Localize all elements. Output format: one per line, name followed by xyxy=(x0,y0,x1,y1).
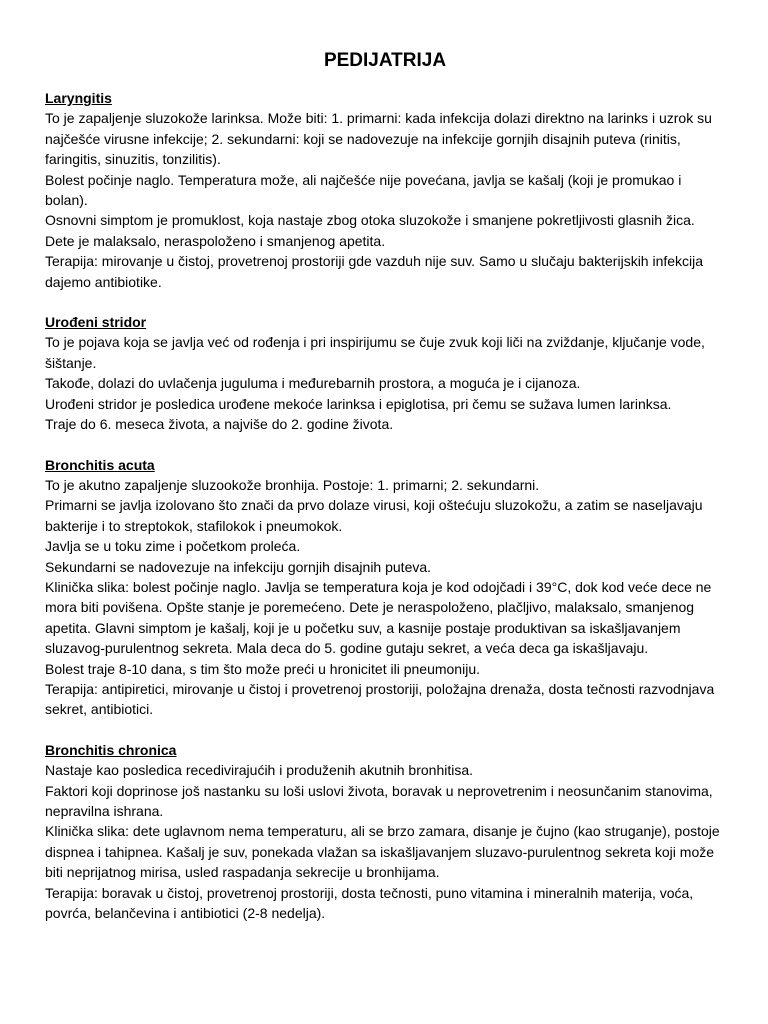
paragraph: Urođeni stridor je posledica urođene mekoće larinksa i epiglotisa, pri čemu se sužava lumen larinksa. xyxy=(45,395,672,412)
paragraph: Terapija: mirovanje u čistoj, provetrenoj prostoriji gde vazduh nije suv. Samo u slučaju bakterijskih infekcija dajemo antibiotike. xyxy=(45,253,704,290)
paragraph: Sekundarni se nadovezuje na infekciju gornjih disajnih puteva. xyxy=(45,558,432,575)
paragraph: Osnovni simptom je promuklost, koja nastaje zbog otoka sluzokože i smanjene pokretljivosti glasnih žica. xyxy=(45,212,695,229)
section-urodjeni-stridor xyxy=(45,312,725,434)
paragraph: Traje do 6. meseca života, a najviše do 2. godine života. xyxy=(45,416,394,433)
paragraph: Klinička slika: bolest počinje naglo. Javlja se temperatura koja je kod odojčadi i 39°C, dok kod veće dece ne mora biti povišena. Opšte stanje je poremećeno. Dete je neraspoloženo, plačljivo, malaksalo, smanjenog apetita. Glavni simptom je kašalj, koji je u početku suv, a kasnije postaje produktivan sa iskašljavanjem sluzavog-purulentnog sekreta. Mala deca do 5. godine gutaju sekret, a veća deca ga iskašljavaju. xyxy=(45,578,712,657)
paragraph: To je zapaljenje sluzokože larinksa. Može biti: 1. primarni: kada infekcija dolazi direktno na larinks i uzrok su najčešće virusne infekcije; 2. sekundarni: koji se nadovezuje na infekcije gornjih disajnih puteva (rinitis, faringitis, sinuzitis, tonzilitis). xyxy=(45,110,712,168)
section-heading: Bronchitis acuta xyxy=(45,456,155,473)
section-laryngitis xyxy=(45,88,725,292)
document-page xyxy=(45,48,725,943)
paragraph: Primarni se javlja izolovano što znači da prvo dolaze virusi, koji oštećuju sluzokožu, a zatim se naseljavaju bakterije i to streptokok, stafilokok i pneumokok. xyxy=(45,497,703,534)
section-heading: Bronchitis chronica xyxy=(45,741,177,758)
paragraph: Bolest traje 8-10 dana, s tim što može preći u hronicitet ili pneumoniju. xyxy=(45,660,480,677)
document-title: PEDIJATRIJA xyxy=(323,50,447,71)
paragraph: To je pojava koja se javlja već od rođenja i pri inspirijumu se čuje zvuk koji liči na zviždanje, ključanje vode, šištanje. xyxy=(45,334,705,371)
section-heading: Laryngitis xyxy=(45,90,112,106)
section-heading: Urođeni stridor xyxy=(45,314,147,331)
paragraph: Terapija: boravak u čistoj, provetrenoj prostoriji, dosta tečnosti, puno vitamina i mineralnih materija, voća, povrća, belančevina i antibiotici (2-8 nedelja). xyxy=(45,884,694,922)
paragraph: Bolest počinje naglo. Temperatura može, ali najčešće nije povećana, javlja se kašalj (koji je promukao i bolan). xyxy=(45,171,682,209)
paragraph: Faktori koji doprinose još nastanku su loši uslovi života, boravak u neprovetrenim i neosunčanim stanovima, nepravilna ishrana. xyxy=(45,782,713,819)
section-bronchitis-chronica xyxy=(45,740,725,924)
paragraph: Takođe, dolazi do uvlačenja juguluma i međurebarnih prostora, a moguća je i cijanoza. xyxy=(45,375,581,392)
paragraph: Terapija: antipiretici, mirovanje u čistoj i provetrenoj prostoriji, položajna drenaža, dosta tečnosti razvodnjava sekret, antibiotici. xyxy=(45,680,715,718)
section-bronchitis-acuta xyxy=(45,455,725,720)
paragraph: Dete je malaksalo, neraspoloženo i smanjenog apetita. xyxy=(45,232,386,249)
paragraph: Javlja se u toku zime i početkom proleća. xyxy=(45,538,301,555)
paragraph: To je akutno zapaljenje sluzookože bronhija. Postoje: 1. primarni; 2. sekundarni. xyxy=(45,476,540,493)
paragraph: Nastaje kao posledica recedivirajućih i produženih akutnih bronhitisa. xyxy=(45,762,474,779)
paragraph: Klinička slika: dete uglavnom nema temperaturu, ali se brzo zamara, disanje je čujno (kao struganje), postoje dispnea i tahipnea. Kašalj je suv, ponekada vlažan sa iskašljavanjem sluzavo-purulentnog sekreta koji može biti neprijatnog mirisa, usled raspadanja sekrecije u bronhijama. xyxy=(45,823,720,881)
